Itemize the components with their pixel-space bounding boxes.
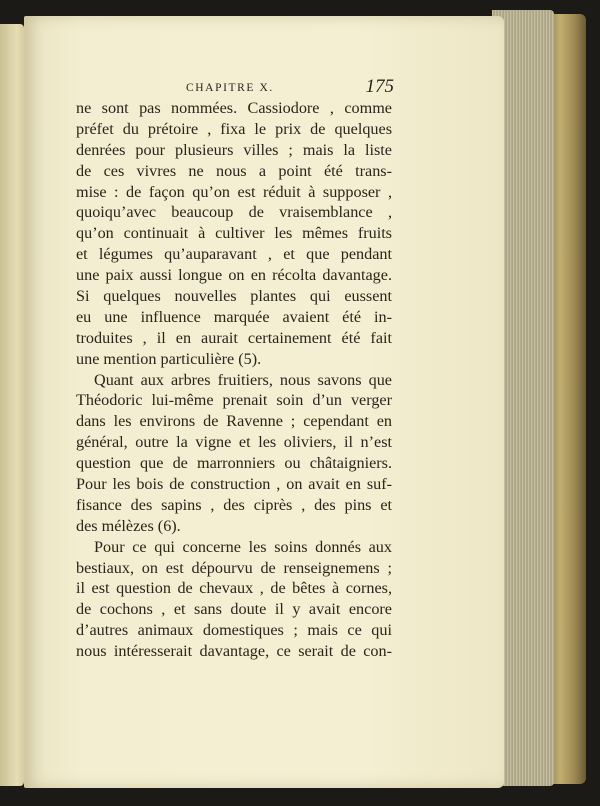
text-line: il est question de chevaux , de bêtes à cornes, <box>76 579 392 598</box>
text-line: qu’on continuait à cultiver les mêmes fruits <box>76 224 392 243</box>
text-line: Si quelques nouvelles plantes qui eussent <box>76 287 392 306</box>
text-line: nous intéresserait davantage, ce serait de con- <box>76 642 392 661</box>
text-line: général, outre la vigne et les oliviers, il n’est <box>76 433 392 452</box>
text-line: d’autres animaux domestiques ; mais ce qui <box>76 621 392 640</box>
text-line: Pour ce qui concerne les soins donnés aux <box>94 537 392 556</box>
text-line: de cochons , et sans doute il y avait encore <box>76 600 392 619</box>
text-line: une mention particulière (5). <box>76 349 262 368</box>
page-number: 175 <box>365 76 394 97</box>
text-line: et légumes qu’auparavant , et que pendant <box>76 245 392 264</box>
text-line: question que de marronniers ou châtaigniers. <box>76 454 392 473</box>
text-line: une paix aussi longue on en récolta davantage. <box>76 266 392 285</box>
text-line: préfet du prétoire , fixa le prix de quelques <box>76 119 392 138</box>
text-line: bestiaux, on est dépourvu de renseignemens ; <box>76 558 392 577</box>
text-line: Quant aux arbres fruitiers, nous savons que <box>94 370 392 389</box>
text-line: Théodoric lui-même prenait soin d’un verger <box>76 391 392 410</box>
text-line: des mélèzes (6). <box>76 516 181 535</box>
text-line: quoiqu’avec beaucoup de vraisemblance , <box>76 203 392 222</box>
text-line: Pour les bois de construction , on avait en suf- <box>76 475 392 494</box>
left-page-edge <box>0 24 24 786</box>
text-line: fisance des sapins , des ciprès , des pins et <box>76 495 392 514</box>
text-line: denrées pour plusieurs villes ; mais la liste <box>76 140 392 159</box>
text-line: mise : de façon qu’on est réduit à supposer , <box>76 182 392 201</box>
chapter-heading: CHAPITRE X. <box>186 82 274 94</box>
text-line: de ces vivres ne nous a point été trans- <box>76 161 392 180</box>
text-line: troduites , il en aurait certainement été fait <box>76 328 392 347</box>
text-line: eu une influence marquée avaient été in- <box>76 307 392 326</box>
body-text <box>76 98 392 662</box>
text-line: ne sont pas nommées. Cassiodore , comme <box>76 99 392 117</box>
text-line: dans les environs de Ravenne ; cependant en <box>76 412 392 431</box>
